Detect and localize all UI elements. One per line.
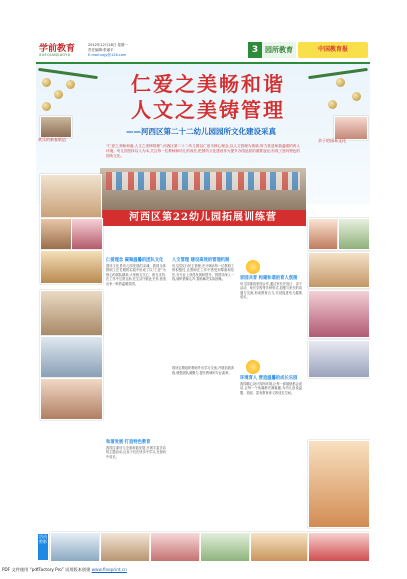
photo-kid-right2	[338, 218, 370, 250]
email-line: E-mail:xqjy@126.com	[88, 53, 127, 57]
column-1-lower	[106, 440, 166, 459]
pdf-footer-note	[2, 567, 127, 573]
ornament-icon	[336, 78, 345, 87]
photo-parent-child	[334, 116, 368, 140]
col2-text1: 幼儿园实行民主管理,充分调动每一位教职工的积极性,让教师在工作中感受到尊重和信任,在专业上获得发展和提升。园领导深入一线,倾听教师心声,帮助解决实际困难。	[172, 263, 234, 282]
column-2-lower	[172, 366, 234, 375]
photo-outdoor	[40, 336, 103, 378]
photo-kid-right1	[308, 218, 338, 250]
photo-strip1	[50, 532, 100, 562]
col1-heading1: 仁爱理念 凝聚温馨的团队文化	[106, 258, 164, 263]
photo-group	[40, 378, 103, 420]
ornament-icon	[42, 102, 51, 111]
page-tag: 园所教育	[262, 42, 296, 58]
photo-teachers	[40, 250, 103, 284]
photo-strip4	[200, 532, 250, 562]
photo-new-year-party	[40, 116, 72, 138]
col1-text2: 我园注重幼儿全面和谐发展,开展丰富多彩的主题活动,让孩子们在快乐中学习,在游戏中成长。	[106, 445, 166, 459]
ornament-icon	[328, 100, 337, 109]
col3-heading1: 家园共育 构建和谐的育人氛围	[240, 276, 298, 281]
masthead	[36, 40, 370, 64]
caption-right: 亲子的园本文化	[318, 138, 346, 143]
flags-decoration	[106, 172, 300, 190]
group-photo-banner: 河西区第22幼儿园拓展训练营	[100, 210, 306, 226]
column-1	[106, 258, 166, 286]
col1-heading2: 和谐发展 打造特色教育	[106, 440, 151, 445]
caption-left: 欢乐的新春联谊	[38, 137, 66, 142]
ornament-icon	[66, 80, 75, 89]
group-photo	[100, 168, 306, 226]
date-line: 2012年12月28日 星期一	[88, 43, 128, 47]
photo-classroom	[40, 174, 102, 218]
masthead-banner: 中国教育报	[298, 42, 368, 58]
col3-text2: 我园精心设计园所环境,让每一面墙壁都会说话,让每一个角落都充满童趣,为幼儿创设温馨、美丽、富有教育意义的成长空间。	[240, 381, 302, 395]
sun-icon	[246, 360, 260, 374]
side-label: 活动剪影	[38, 534, 48, 560]
column-2	[172, 258, 234, 282]
col2-heading1: 人文管理 建设高效的管理机制	[172, 258, 230, 263]
headline-line2: 人文之美铸管理	[131, 98, 285, 122]
headline-subtitle: ——河西区第二十二幼儿园园所文化建设采真	[126, 127, 276, 136]
page-number: 3	[248, 42, 262, 58]
section-name: 学前教育	[39, 44, 76, 54]
masthead-info	[88, 43, 128, 58]
ornament-icon	[352, 92, 361, 101]
section-subtitle: XUEQIANJIAOYU	[39, 53, 71, 57]
ornament-icon	[54, 90, 63, 99]
photo-dance	[71, 218, 103, 250]
column-3-lower	[240, 376, 302, 395]
photo-strip6	[308, 532, 370, 562]
photo-right6	[308, 440, 370, 528]
photo-strip3	[150, 532, 200, 562]
column-3	[240, 276, 302, 300]
col3-text1: 幼儿园重视家园合作,通过家长开放日、亲子活动、家长学校等多种形式,加强与家长的沟通与交流,形成教育合力,共同促进幼儿健康成长。	[240, 281, 302, 300]
newspaper-page	[36, 40, 370, 562]
col2-text2: 园所定期组织教师外出学习交流,开展拓展训练,增强团队凝聚力,提升教师的专业素养。	[172, 366, 234, 375]
intro-paragraph: “仁爱之美畅和谐,人文之美铸管理”,河西区第二十二幼儿园以仁爱为核心理念,以人文管理为基础,努力营造和谐温暖的育人环境。幼儿园坚持以人为本,关注每一位教师和幼儿的成长,把园所文化建设作为提升办园品质的重要途径,形成了独具特色的园所文化。	[106, 144, 300, 159]
pdf-footer-prefix: PDF 文件使用 “pdfFactory Pro” 试用版本创建	[2, 567, 91, 572]
col1-text1: 园所文化是幼儿园发展的灵魂。我园全体教职工在长期的实践中形成了以“仁爱”为核心的团队精神,大家相互关心、相互支持,在工作中互帮互助,在生活中彼此关怀,营造出家一般的温暖氛围。	[106, 263, 166, 286]
headline-line1: 仁爱之美畅和谐	[131, 72, 285, 96]
photo-children-play	[40, 218, 72, 250]
photo-strip5	[250, 532, 308, 562]
col3-heading2: 环境育人 营造温馨的成长乐园	[240, 376, 298, 381]
sun-icon	[246, 260, 260, 274]
photo-right3	[308, 252, 370, 288]
editor-line: 责任编辑:张丽平	[88, 48, 114, 52]
photo-strip2	[100, 532, 150, 562]
photo-right4	[308, 290, 370, 338]
ornament-icon	[42, 78, 51, 87]
photo-activity	[40, 290, 103, 336]
photo-right5	[308, 340, 370, 378]
pdf-footer-link[interactable]: www.fineprint.cn	[91, 567, 127, 572]
